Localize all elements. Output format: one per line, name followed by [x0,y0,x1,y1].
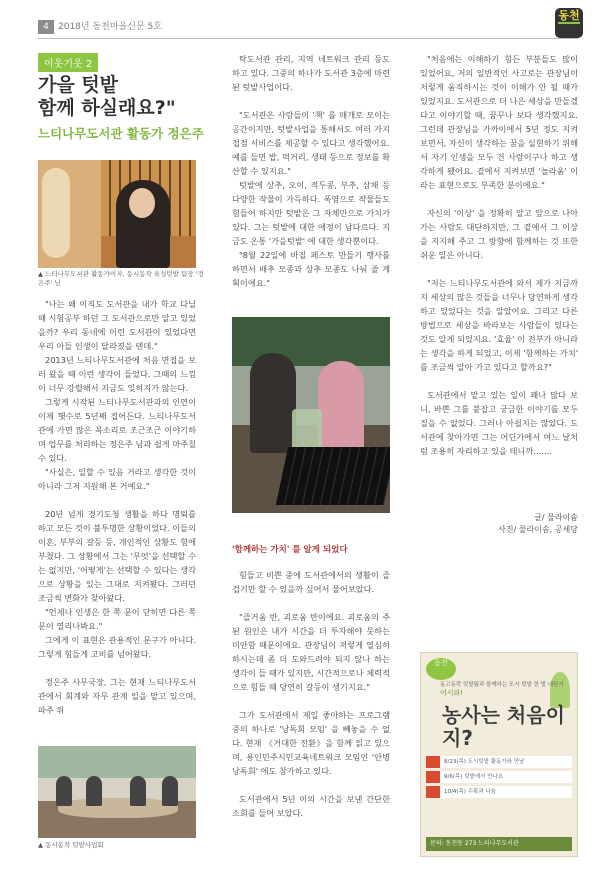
paragraph: 탁도서관 관리, 지역 네트워크 관리 등도 하고 있다. 그중의 하나가 도서관 3층에 마련된 텃밭사업이다. [232,54,390,92]
page-header [0,0,615,52]
title-line-1: 가을 텃밭 [38,74,119,96]
meeting-photo [38,746,196,838]
poster-footer: 문의: 동천동 273 느티나무도서관 [426,837,572,851]
portrait-photo [38,160,196,268]
paragraph: "사실은, 일할 수 있음 거라고 생각한 것이 아니라 그저 지원해 본 거예요." [38,467,196,491]
paragraph: "나는 왜 이직도 도서관을 내가 학교 다닐 때 시험공부 하던 그 도서관으로만 알고 있었을까? 우리 동네에 이런 도서관이 있었다면 우리 아들 인생이 달라졌을 텐데." [38,299,196,351]
byline [420,512,578,536]
paragraph: 정은주 사무국장, 그는 현재 느티나무도서관에서 회계와 자무 관계 일을 맡고 있으며, 파주 위 [38,677,196,715]
schedule-row: 9/6(목) 텃밭에서 만나요 [426,771,572,783]
poster-badge: 동천 [426,658,456,680]
paragraph: "처음에는 이해하기 힘든 부분들도 많이 있었어요, 저의 일반적인 사고로는 관장님이 저렇게 움직하시는 것이 이해가 안 될 때가 있었지요. 도서관으로 더 나은 세상을 만들겠다고 이야기할 때, 꿈꾸나 보다 생각했지요. 그런데 관장님을 가까이에서 5년 정도 지켜보면서, 자신이 생각하는 꿈을 실현하기 위해서 자기 인생을 모두 건 사람이구나 하고 생각하게 됐어요. 곁에서 지켜보면 '놀라움' 이라는 표현으로도 부족한 분이에요." [420,54,578,190]
schedule-row: 10/4(목) 수확과 나눔 [426,786,572,798]
logo-text: 동천 [558,9,580,22]
byline-photo: 사진/ 물라이솜, 공세당 [498,525,578,534]
photo-caption: ▲ 동시동작 텃밭사업회 [38,841,104,849]
column-2-bottom [232,568,390,820]
paragraph: 텃밭에 상추, 오이, 적두콩, 부추, 삼채 등 다양한 작물이 가득하다. 폭염으로 작물들도 힘들어 하지만 텃밭은 그 자체만으로 가치가 있다. 그는 텃밭에 대한 애정이 남다르다. 지금도 온통 '가을텃밭' 에 대한 생각뿐이다. [232,180,390,246]
publication-name: 2018년 동천마을신문 5호 [58,22,162,32]
header-divider [38,38,578,39]
column-1 [38,297,196,717]
page-number: 4 [38,20,54,34]
paragraph: 2013년 느티나무도서관에 처음 면접을 보러 왔을 때 이런 생각이 들었다. 그때의 느낌이 너무 강렬해서 지금도 잊히지가 않는다. [38,355,196,393]
section-heading: '함께하는 가치' 를 알게 되었다 [232,545,348,555]
byline-writer: 글/ 물라이솜 [534,513,578,522]
paragraph: 힘들고 비쁜 중에 도서관에서의 생활이 즐겁기만 할 수 있을까 싶어서 물어보았다. [232,570,390,594]
paragraph: "8월 22일에 바질 페스토 만들기 행사를 하면서 배추 모종과 상추 모종도 나눠 줄 계획이에요." [232,250,390,288]
garden-photo [232,317,390,513]
paragraph: "도서관은 사람들이 '책' 를 매개로 모이는 공간이지만, 텃밭사업을 통해서도 여러 가지 접점 서비스를 제공할 수 있다고 생각했어요. 예를 들면 밥, 먹거리, 생태 등으로 정보를 확산할 수 있지요." [232,110,390,176]
poster-intro: 동고동락 텃밭팀과 함께하는 도시 텃밭 한 발 내딛기 [440,682,564,688]
event-poster [420,652,578,857]
paragraph: "저는 느티나무도서관에 와서 제가 지금까지 세상의 많은 것들을 너무나 당연하게 생각하고 있었다는 것을 알았어요. 그리고 다른 방법으로 세상을 바라보는 사람들이 있다는 것도 알게 되었지요. '효율' 이 전부가 아니라는 생각을 하게 되었고, 이제 '함께하는 가치' 를 조금씩 알아 가고 있다고 할까요?" [420,278,578,372]
column-3 [420,52,578,458]
poster-schedule [426,756,572,801]
paragraph: 도서관에서 맡고 있는 일이 꽤나 많다 보니, 바쁜 그를 붙잡고 궁금한 이야기를 모두 질을 수 없었다. 그러나 아쉽지는 않았다. 도서관에 찾아가면 그는 어딘가에서 여느 날처럼 조용히 자리하고 있을 테니까……. [420,390,578,456]
paragraph: 그에게 이 표현은 관용적인 문구가 아니다. 그렇게 힘들게 고비를 넘어왔다. [38,635,196,659]
paragraph: "즐거움 반, 괴로움 반이에요. 괴로움의 주된 원인은 내가 시간을 더 투자해야 뭇하는 미안함 때문이에요. 관장님이 저렇게 열심히 하시는데 좀 더 도와드려야 되지 않나 하는 생각이 들 때가 있지만, 시간적으로나 체력적으로 힘들 때 당연히 갈등이 생기지요." [232,612,390,692]
paragraph: "언제나 인생은 한 쪽 문이 닫히면 다른 쪽 문이 열리나봐요." [38,607,196,631]
poster-kicker: 어서와! [440,689,464,697]
article-subtitle: 느티나무도서관 활동가 정은주 [38,126,204,141]
photo-caption: ▲ 느티나무도서관 활동가이자, 동시동작 육성텃밭 팀장 '정은주' 님 [38,270,204,287]
poster-headline: 농사는 처음이지? [442,703,565,750]
paragraph: 20년 넘게 경기도청 생활을 하다 명퇴를 하고 모든 것이 불투명한 상황이었다. 이들의 이혼, 부부의 갈등 등, 개인적인 상황도 힘에 부쳤다. 그 상황에서 그는 '무엇'을 선택할 수는 없지만, '어떻게'는 선택할 수 있다는 생각으로 상황을 있는 그대로 지켜봤다. 그러던 조금씩 변화가 찾아왔다. [38,509,196,603]
paragraph: 그렇게 시작된 느티나무도서관과의 인연이 이제 햇수로 5년째 접어든다. 느티나무도서관에 가면 많은 목소리로 조근조근 이야기하며 업무를 처리하는 정은주 님과 쉽게 마주칠 수 있다. [38,397,196,463]
newspaper-logo [555,8,583,38]
schedule-row: 8/23(목) 도시텃밭 활동가와 만남 [426,756,572,768]
paragraph: 도서관에서 5년 이의 시간을 보낸 간단한 소회를 들어 보았다. [232,794,390,818]
article-title [38,74,176,120]
series-tag: 이웃기웃 2 [38,53,98,72]
paragraph: 자신의 '이상' 을 정확히 알고 앞으로 나아가는 사람도 대단하지만, 그 곁에서 그 이상을 지지해 주고 그 방향에 함께하는 것 또한 쉬운 일은 아니다. [420,208,578,260]
paragraph: 그가 도서관에서 제일 좋아하는 프로그램 중의 하나로 '낭독회 모임' 을 빼놓을 수 없다. 현재 《거대한 전환》을 함께 읽고 있으며, 용인민주시민교육네트워크 모임인 '안병낭독회' 에도 참가하고 있다. [232,710,390,776]
title-line-2: 함께 하실래요?" [38,97,176,119]
column-2-top [232,52,390,290]
